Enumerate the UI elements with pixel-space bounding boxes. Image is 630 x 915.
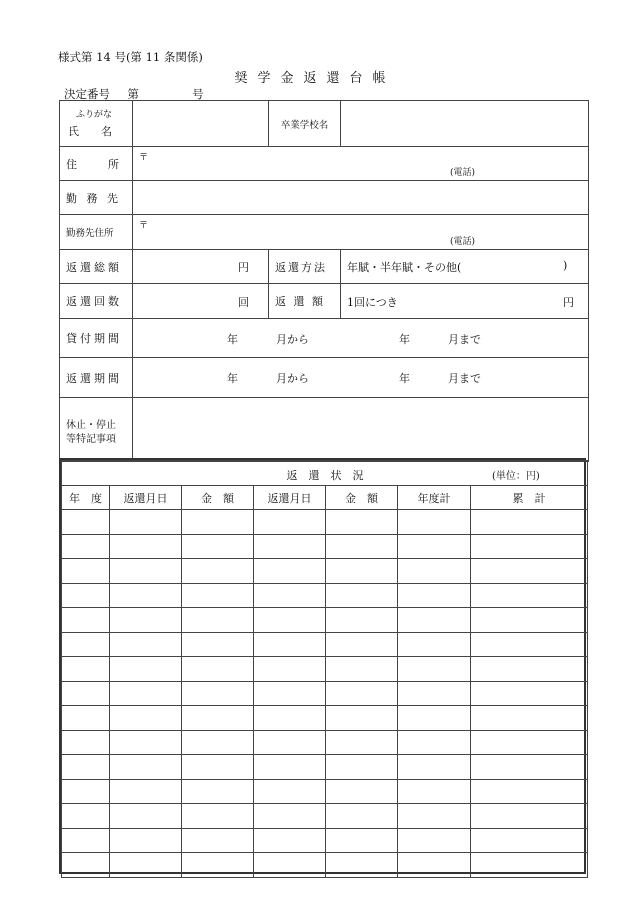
method-close-paren: )	[563, 259, 568, 272]
table-cell[interactable]	[110, 632, 182, 657]
table-cell[interactable]	[398, 632, 471, 657]
total-yen-unit: 円	[238, 261, 249, 274]
repay-from-month: 月から	[276, 372, 309, 385]
repay-to-month: 月まで	[448, 372, 481, 385]
table-cell[interactable]	[62, 828, 110, 853]
table-cell[interactable]	[254, 657, 326, 682]
table-row	[62, 632, 588, 657]
decision-dai: 第	[127, 87, 139, 101]
table-cell[interactable]	[62, 730, 110, 755]
table-cell[interactable]	[110, 804, 182, 829]
table-row	[62, 534, 588, 559]
table-cell[interactable]	[471, 632, 588, 657]
table-cell[interactable]	[182, 730, 254, 755]
amount-yen-unit: 円	[563, 296, 574, 309]
method-options: 年賦・半年賦・その他(	[347, 261, 462, 274]
table-cell[interactable]	[110, 730, 182, 755]
table-cell[interactable]	[110, 681, 182, 706]
column-header-7: 累 計	[471, 486, 588, 510]
method-label: 返還方法	[269, 250, 341, 284]
table-cell[interactable]	[326, 681, 398, 706]
table-cell[interactable]	[110, 534, 182, 559]
table-cell[interactable]	[182, 828, 254, 853]
column-header-6: 年度計	[398, 486, 471, 510]
form-number: 様式第 14 号(第 11 条関係)	[58, 50, 203, 64]
table-row	[62, 510, 588, 535]
table-cell[interactable]	[182, 608, 254, 633]
name-label-cell	[60, 101, 133, 147]
table-cell[interactable]	[110, 755, 182, 780]
table-cell[interactable]	[182, 706, 254, 731]
decision-label: 決定番号	[64, 87, 110, 101]
table-row	[62, 804, 588, 829]
repayment-rows	[62, 510, 588, 878]
table-cell[interactable]	[254, 755, 326, 780]
table-cell[interactable]	[182, 853, 254, 878]
workplace-phone-label: (電話)	[450, 237, 476, 247]
repayment-table	[61, 460, 588, 878]
table-cell[interactable]	[62, 608, 110, 633]
count-label: 返還回数	[60, 284, 133, 319]
table-cell[interactable]	[471, 804, 588, 829]
table-cell[interactable]	[398, 804, 471, 829]
table-cell[interactable]	[62, 681, 110, 706]
notes-label-line2: 等特記事項	[66, 434, 116, 445]
column-header-1: 年 度	[62, 486, 110, 510]
table-row	[62, 583, 588, 608]
table-cell[interactable]	[62, 804, 110, 829]
table-cell[interactable]	[182, 510, 254, 535]
notes-field[interactable]	[133, 398, 589, 462]
table-cell[interactable]	[398, 559, 471, 584]
table-row	[62, 608, 588, 633]
repay-period-field[interactable]	[133, 358, 589, 398]
address-field[interactable]	[133, 147, 589, 181]
table-cell[interactable]	[471, 730, 588, 755]
repay-to-year: 年	[399, 372, 410, 385]
table-cell[interactable]	[110, 853, 182, 878]
table-cell[interactable]	[471, 559, 588, 584]
times-unit: 回	[238, 296, 249, 309]
workplace-label: 勤 務 先	[60, 181, 133, 215]
table-cell[interactable]	[182, 755, 254, 780]
table-cell[interactable]	[398, 583, 471, 608]
method-field[interactable]	[341, 250, 589, 284]
furigana-label: ふりがな	[76, 110, 113, 120]
table-cell[interactable]	[254, 804, 326, 829]
table-cell[interactable]	[110, 608, 182, 633]
repayment-title: 返 還 状 況	[286, 469, 364, 482]
table-row	[62, 559, 588, 584]
address-phone-label: (電話)	[450, 168, 476, 178]
table-row	[62, 779, 588, 804]
table-row	[62, 730, 588, 755]
table-cell[interactable]	[398, 510, 471, 535]
decision-go: 号	[192, 87, 204, 101]
repay-from-year: 年	[227, 372, 238, 385]
table-cell[interactable]	[254, 853, 326, 878]
table-cell[interactable]	[62, 779, 110, 804]
table-row	[62, 828, 588, 853]
table-cell[interactable]	[62, 853, 110, 878]
table-cell[interactable]	[110, 828, 182, 853]
table-cell[interactable]	[254, 681, 326, 706]
table-cell[interactable]	[398, 730, 471, 755]
document-title: 奨学金返還台帳	[234, 71, 396, 86]
table-cell[interactable]	[398, 534, 471, 559]
table-row	[62, 657, 588, 682]
table-cell[interactable]	[182, 681, 254, 706]
table-cell[interactable]	[110, 583, 182, 608]
table-cell[interactable]	[326, 828, 398, 853]
table-cell[interactable]	[471, 853, 588, 878]
total-amount-label: 返還総額	[60, 250, 133, 284]
count-field[interactable]	[133, 284, 269, 319]
table-cell[interactable]	[254, 534, 326, 559]
column-header-3: 金 額	[182, 486, 254, 510]
table-cell[interactable]	[398, 755, 471, 780]
table-cell[interactable]	[398, 853, 471, 878]
name-field[interactable]	[133, 101, 269, 147]
table-cell[interactable]	[110, 657, 182, 682]
table-cell[interactable]	[254, 559, 326, 584]
amount-field[interactable]	[341, 284, 589, 319]
table-cell[interactable]	[471, 534, 588, 559]
table-cell[interactable]	[254, 730, 326, 755]
postal-mark: 〒	[139, 153, 149, 163]
address-label: 住 所	[60, 147, 133, 181]
table-cell[interactable]	[326, 730, 398, 755]
column-header-2: 返還月日	[110, 486, 182, 510]
loan-period-label: 貸付期間	[60, 319, 133, 358]
table-cell[interactable]	[62, 632, 110, 657]
table-cell[interactable]	[326, 804, 398, 829]
table-cell[interactable]	[471, 681, 588, 706]
workplace-field[interactable]	[133, 181, 589, 215]
workplace-address-label: 勤務先住所	[60, 215, 133, 250]
table-cell[interactable]	[62, 583, 110, 608]
table-cell[interactable]	[62, 559, 110, 584]
notes-label-cell	[60, 398, 133, 462]
table-cell[interactable]	[326, 534, 398, 559]
table-cell[interactable]	[471, 657, 588, 682]
table-cell[interactable]	[398, 828, 471, 853]
per-time-label: 1回につき	[347, 296, 398, 309]
table-cell[interactable]	[398, 779, 471, 804]
table-cell[interactable]	[254, 608, 326, 633]
table-cell[interactable]	[471, 755, 588, 780]
table-row	[62, 853, 588, 878]
column-header-row	[62, 486, 588, 510]
table-cell[interactable]	[326, 608, 398, 633]
amount-label: 返 還 額	[269, 284, 341, 319]
table-cell[interactable]	[254, 632, 326, 657]
table-cell[interactable]	[182, 657, 254, 682]
table-cell[interactable]	[110, 559, 182, 584]
table-cell[interactable]	[182, 632, 254, 657]
table-cell[interactable]	[398, 681, 471, 706]
table-cell[interactable]	[326, 559, 398, 584]
table-cell[interactable]	[62, 706, 110, 731]
info-table	[59, 100, 589, 462]
loan-to-year: 年	[399, 333, 410, 346]
table-cell[interactable]	[398, 608, 471, 633]
table-cell[interactable]	[182, 559, 254, 584]
table-cell[interactable]	[471, 779, 588, 804]
table-cell[interactable]	[471, 583, 588, 608]
table-cell[interactable]	[110, 510, 182, 535]
table-row	[62, 706, 588, 731]
table-cell[interactable]	[110, 706, 182, 731]
table-cell[interactable]	[182, 804, 254, 829]
school-label: 卒業学校名	[269, 101, 341, 147]
table-cell[interactable]	[254, 828, 326, 853]
table-cell[interactable]	[326, 706, 398, 731]
table-cell[interactable]	[254, 706, 326, 731]
table-cell[interactable]	[254, 779, 326, 804]
school-field[interactable]	[341, 101, 589, 147]
table-cell[interactable]	[326, 510, 398, 535]
table-cell[interactable]	[182, 583, 254, 608]
table-cell[interactable]	[326, 632, 398, 657]
loan-from-year: 年	[227, 333, 238, 346]
column-header-5: 金 額	[326, 486, 398, 510]
table-cell[interactable]	[326, 853, 398, 878]
table-cell[interactable]	[326, 755, 398, 780]
notes-label-line1: 休止・停止	[66, 420, 116, 431]
repay-period-label: 返還期間	[60, 358, 133, 398]
loan-period-field[interactable]	[133, 319, 589, 358]
table-row	[62, 755, 588, 780]
table-cell[interactable]	[182, 534, 254, 559]
column-header-4: 返還月日	[254, 486, 326, 510]
table-cell[interactable]	[471, 706, 588, 731]
table-cell[interactable]	[398, 657, 471, 682]
table-row	[62, 681, 588, 706]
table-cell[interactable]	[326, 583, 398, 608]
table-cell[interactable]	[62, 657, 110, 682]
table-cell[interactable]	[471, 608, 588, 633]
workplace-address-field[interactable]	[133, 215, 589, 250]
table-cell[interactable]	[254, 510, 326, 535]
loan-to-month: 月まで	[448, 333, 481, 346]
table-cell[interactable]	[326, 779, 398, 804]
workplace-postal-mark: 〒	[139, 221, 149, 231]
name-label: 氏 名	[68, 125, 112, 138]
table-cell[interactable]	[110, 779, 182, 804]
repayment-title-cell	[62, 461, 588, 486]
total-amount-field[interactable]	[133, 250, 269, 284]
table-cell[interactable]	[254, 583, 326, 608]
repayment-unit: (単位：円)	[492, 471, 540, 482]
table-cell[interactable]	[398, 706, 471, 731]
table-cell[interactable]	[182, 779, 254, 804]
table-cell[interactable]	[326, 657, 398, 682]
table-cell[interactable]	[62, 755, 110, 780]
table-cell[interactable]	[471, 510, 588, 535]
table-cell[interactable]	[62, 510, 110, 535]
table-cell[interactable]	[471, 828, 588, 853]
loan-from-month: 月から	[276, 333, 309, 346]
table-cell[interactable]	[62, 534, 110, 559]
